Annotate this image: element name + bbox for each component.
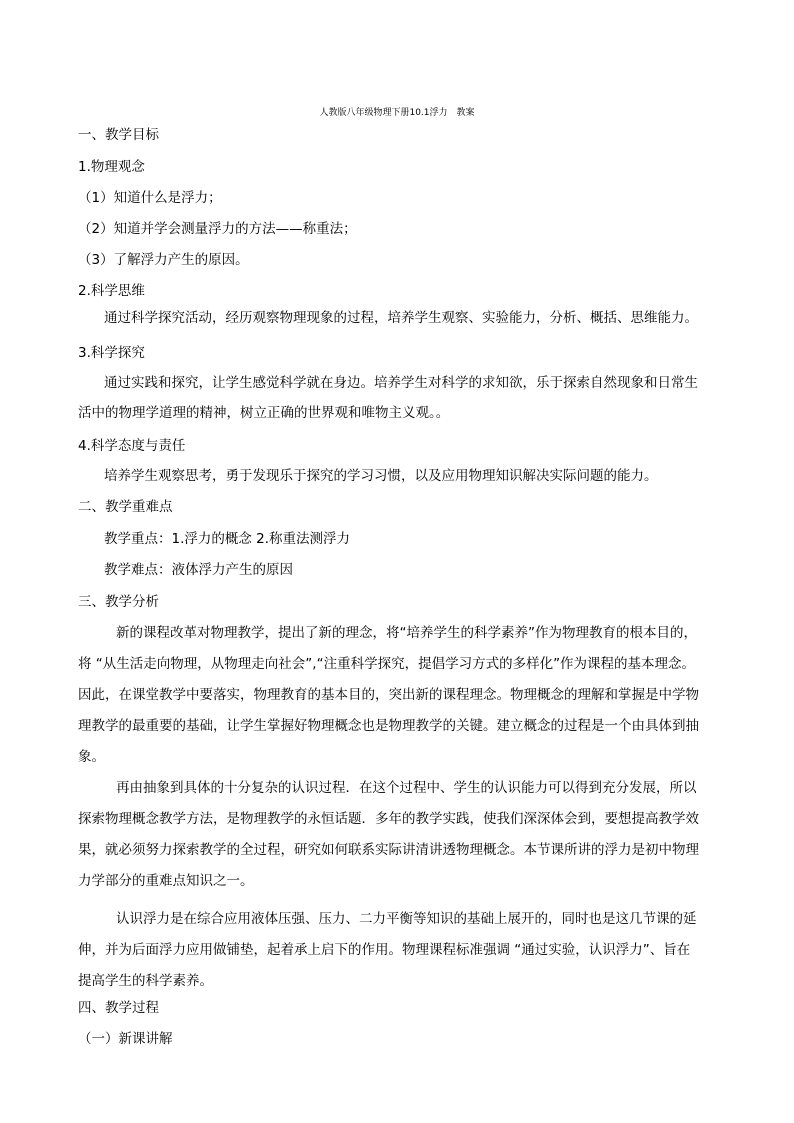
list-item: （2）知道并学会测量浮力的方法——称重法； — [78, 221, 357, 237]
subheading-new-lesson: （一）新课讲解 — [78, 1031, 173, 1047]
subheading-scientific-inquiry: 3.科学探究 — [78, 345, 145, 361]
difficult-point-line: 教学难点：液体浮力产生的原因 — [104, 562, 293, 578]
paragraph-line: 培养学生观察思考，勇于发现乐于探究的学习习惯，以及应用物理知识解决实际问题的能力。 — [104, 468, 658, 484]
paragraph-line: 伸，并为后面浮力应用做铺垫，起着承上启下的作用。物理课程标准强调 “通过实验，认识浮力”、旨在 — [78, 942, 691, 958]
paragraph-line: 提高学生的科学素养。 — [78, 973, 213, 989]
paragraph-line: 理教学的最重要的基础，让学生掌握好物理概念也是物理教学的关键。建立概念的过程是一个由具体到抽 — [78, 718, 699, 734]
paragraph-line: 探索物理概念教学方法，是物理教学的永恒话题．多年的教学实践，使我们深深体会到，要想提高教学效 — [78, 811, 699, 827]
subheading-scientific-thinking: 2.科学思维 — [78, 283, 145, 299]
document-title: 人教版八年级物理下册10.1浮力 教案 — [319, 108, 475, 118]
paragraph-line: 因此，在课堂教学中要落实，物理教育的基本目的，突出新的课程理念。物理概念的理解和掌握是中学物 — [78, 687, 699, 703]
paragraph-line: 通过科学探究活动，经历观察物理现象的过程，培养学生观察、实验能力，分析、概括、思维能力。 — [104, 310, 698, 326]
paragraph-line: 活中的物理学道理的精神，树立正确的世界观和唯物主义观。。 — [78, 405, 450, 421]
subheading-attitude-responsibility: 4.科学态度与责任 — [78, 438, 186, 454]
paragraph-line: 象。 — [78, 749, 105, 765]
paragraph-line: 新的课程改革对物理教学，提出了新的理念，将“培养学生的科学素养”作为物理教育的根本目的， — [116, 625, 697, 641]
section-heading-key-points: 二、教学重难点 — [78, 499, 173, 515]
section-heading-objectives: 一、教学目标 — [78, 127, 159, 143]
section-heading-analysis: 三、教学分析 — [78, 594, 159, 610]
paragraph-line: 再由抽象到具体的十分复杂的认识过程．在这个过程中、学生的认识能力可以得到充分发展，所以 — [116, 780, 697, 796]
section-heading-process: 四、教学过程 — [78, 1000, 159, 1016]
key-point-line: 教学重点：1.浮力的概念 2.称重法测浮力 — [104, 531, 351, 547]
subheading-physics-concept: 1.物理观念 — [78, 159, 145, 175]
list-item: （3）了解浮力产生的原因。 — [78, 252, 249, 268]
paragraph-line: 果，就必须努力探索教学的全过程，研究如何联系实际讲清讲透物理概念。本节课所讲的浮力是初中物理 — [78, 842, 699, 858]
paragraph-line: 力学部分的重难点知识之一。 — [78, 873, 254, 889]
paragraph-line: 认识浮力是在综合应用液体压强、压力、二力平衡等知识的基础上展开的，同时也是这几节课的延 — [116, 911, 697, 927]
paragraph-line: 将 “从生活走向物理，从物理走向社会”,“注重科学探究，提倡学习方式的多样化”作为课程的基本理念。 — [78, 656, 696, 672]
paragraph-line: 通过实践和探究，让学生感觉科学就在身边。培养学生对科学的求知欲，乐于探索自然现象和日常生 — [104, 375, 698, 391]
list-item: （1）知道什么是浮力； — [78, 190, 222, 206]
